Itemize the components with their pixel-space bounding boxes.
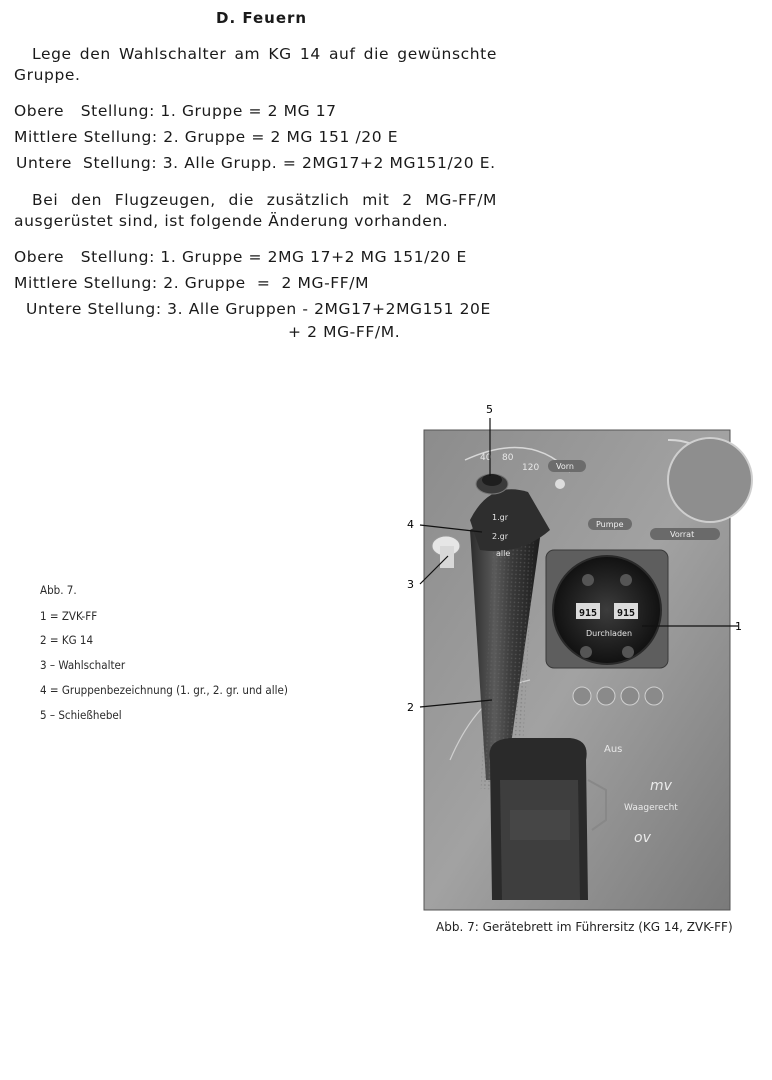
position-b-lower-cont: + 2 MG-FF/M. [288,323,401,341]
waagerecht-label: Waagerecht [624,803,678,813]
vorn-label: Vorn [556,462,574,471]
callout-2: 2 [407,701,414,714]
vorrat-label: Vorrat [670,530,695,539]
position-b-lower: Untere Stellung: 3. Alle Gruppen - 2MG17+2MG151 20E [26,300,491,318]
aus-label: Aus [604,744,623,755]
counter-right: 915 [617,608,636,619]
legend-item-2: 2 = KG 14 [40,633,94,647]
grip-mark-1: 1.gr [492,513,508,522]
callout-3: 3 [407,578,414,591]
ov-label: ov [634,830,651,846]
legend-item-4: 4 = Gruppenbezeichnung (1. gr., 2. gr. und alle) [40,683,288,697]
pumpe-label: Pumpe [596,520,624,529]
grip-mark-2: 2.gr [492,532,508,541]
gauge-label-80: 80 [502,453,514,463]
figure-caption: Abb. 7: Gerätebrett im Führersitz (KG 14, ZVK-FF) [436,920,733,934]
callout-4: 4 [407,518,414,531]
callout-1: 1 [735,620,742,633]
durchladen-label: Durchladen [586,629,633,638]
position-b-upper: Obere Stellung: 1. Gruppe = 2MG 17+2 MG 151/20 E [14,248,467,266]
legend-item-3: 3 – Wahlschalter [40,658,126,672]
mv-label: mv [650,778,672,794]
legend-item-5: 5 – Schießhebel [40,708,122,722]
gauge-label-40: 40 [480,453,492,463]
panel-photo-svg [407,360,760,920]
counter-left: 915 [579,608,598,619]
gauge-label-120: 120 [522,463,540,473]
callout-5: 5 [486,403,493,416]
position-a-lower: Untere Stellung: 3. Alle Grupp. = 2MG17+2 MG151/20 E. [16,154,496,172]
position-b-middle: Mittlere Stellung: 2. Gruppe = 2 MG-FF/M [14,274,370,292]
grip-mark-3: alle [496,549,511,558]
figure-photo [407,360,760,920]
intro-paragraph: Lege den Wahlschalter am KG 14 auf die gewünschte Gruppe. [14,45,497,84]
position-a-upper: Obere Stellung: 1. Gruppe = 2 MG 17 [14,102,337,120]
position-a-middle: Mittlere Stellung: 2. Gruppe = 2 MG 151 /20 E [14,128,399,146]
legend-title: Abb. 7. [40,583,77,597]
section-heading: D. Feuern [216,9,308,27]
legend-item-1: 1 = ZVK-FF [40,609,98,623]
note-paragraph: Bei den Flugzeugen, die zusätzlich mit 2 MG-FF/M ausgerüstet sind, ist folgende Änderung vorhanden. [14,191,497,230]
